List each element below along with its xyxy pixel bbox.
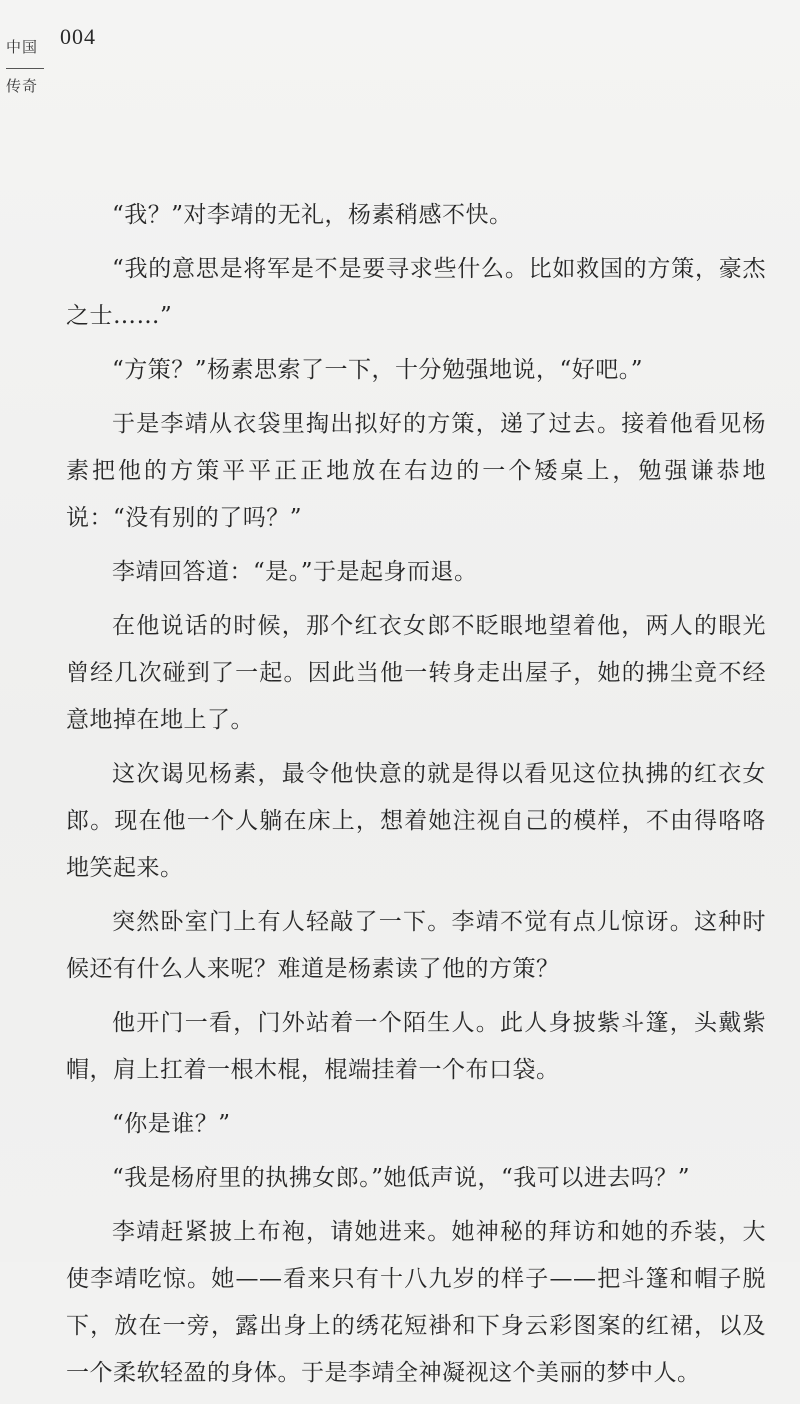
paragraph: 李靖赶紧披上布袍，请她进来。她神秘的拜访和她的乔装，大使李靖吃惊。她——看来只有十八九岁的样子——把斗篷和帽子脱下，放在一旁，露出身上的绣花短褂和下身云彩图案的红裙，以及一个柔软轻盈的身体。于是李靖全神凝视这个美丽的梦中人。 xyxy=(66,1219,766,1386)
paragraph: “我是杨府里的执拂女郎。”她低声说，“我可以进去吗？” xyxy=(112,1165,691,1191)
paragraph: 李靖回答道：“是。”于是起身而退。 xyxy=(112,559,478,585)
paragraph: “我的意思是将军是不是要寻求些什么。比如救国的方策，豪杰之士……” xyxy=(66,256,766,329)
paragraph: 于是李靖从衣袋里掏出拟好的方策，递了过去。接着他看见杨素把他的方策平平正正地放在右边的一个矮桌上，勉强谦恭地说：“没有别的了吗？” xyxy=(66,411,766,531)
paragraph: 在他说话的时候，那个红衣女郎不眨眼地望着他，两人的眼光曾经几次碰到了一起。因此当他一转身走出屋子，她的拂尘竟不经意地掉在地上了。 xyxy=(66,613,766,733)
paragraph: “你是谁？” xyxy=(112,1111,231,1137)
page-number: 004 xyxy=(60,24,96,49)
header-rule xyxy=(6,68,44,69)
paragraph: 这次谒见杨素，最令他快意的就是得以看见这位执拂的红衣女郎。现在他一个人躺在床上，想着她注视自己的模样，不由得咯咯地笑起来。 xyxy=(66,761,766,881)
paragraph: “我？”对李靖的无礼，杨素稍感不快。 xyxy=(112,202,513,228)
book-title: 中国 xyxy=(6,38,39,56)
paragraph: 突然卧室门上有人轻敲了一下。李靖不觉有点儿惊讶。这种时候还有什么人来呢？难道是杨素读了他的方策？ xyxy=(66,909,766,982)
body-text xyxy=(66,192,766,1404)
paragraph: “方策？”杨素思索了一下，十分勉强地说，“好吧。” xyxy=(112,357,644,383)
book-subtitle: 传奇 xyxy=(6,77,39,95)
paragraph: 他开门一看，门外站着一个陌生人。此人身披紫斗篷，头戴紫帽，肩上扛着一根木棍，棍端挂着一个布口袋。 xyxy=(66,1010,766,1083)
